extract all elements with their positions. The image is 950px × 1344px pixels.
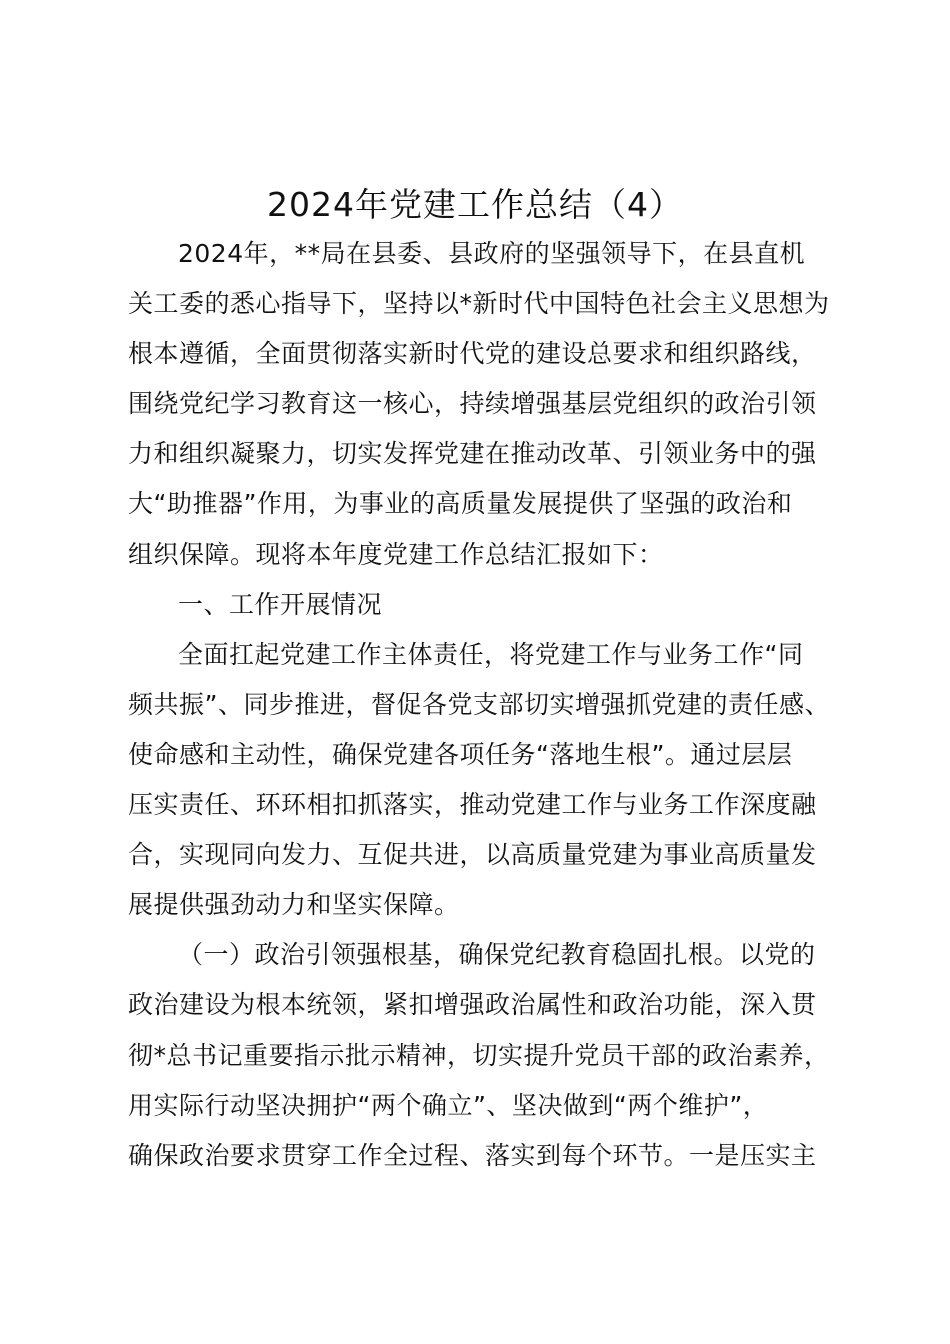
- body-line: 围绕党纪学习教育这一核心，持续增强基层党组织的政治引领: [128, 389, 817, 419]
- document-title: 2024年党建工作总结（4）: [267, 185, 683, 224]
- body-line: 展提供强劲动力和坚实保障。: [128, 890, 460, 920]
- body-line: 大“助推器”作用，为事业的高质量发展提供了坚强的政治和: [128, 489, 793, 519]
- body-line: 压实责任、环环相扣抓落实，推动党建工作与业务工作深度融: [128, 790, 817, 820]
- section-heading: 一、工作开展情况: [178, 589, 383, 619]
- body-line: 组织保障。现将本年度党建工作总结汇报如下：: [128, 539, 664, 569]
- body-line: 全面扛起党建工作主体责任，将党建工作与业务工作“同: [178, 639, 804, 669]
- body-line: 政治建设为根本统领，紧扣增强政治属性和政治功能，深入贯: [128, 990, 817, 1020]
- subsection-line: （一）政治引领强根基，确保党纪教育稳固扎根。以党的: [178, 940, 816, 970]
- body-line: 确保政治要求贯穿工作全过程、落实到每个环节。一是压实主: [128, 1140, 817, 1170]
- body-line: 彻*总书记重要指示批示精神，切实提升党员干部的政治素养，: [128, 1040, 830, 1070]
- body-line: 力和组织凝聚力，切实发挥党建在推动改革、引领业务中的强: [128, 439, 817, 469]
- body-line: 用实际行动坚决拥护“两个确立”、坚决做到“两个维护”，: [128, 1090, 769, 1120]
- body-line: 频共振”、同步推进，督促各党支部切实增强抓党建的责任感、: [128, 689, 830, 719]
- document-body: [128, 229, 840, 1181]
- body-line: 根本遵循，全面贯彻落实新时代党的建设总要求和组织路线，: [128, 339, 817, 369]
- body-line: 合，实现同向发力、互促共进，以高质量党建为事业高质量发: [128, 840, 817, 870]
- body-line: 关工委的悉心指导下，坚持以*新时代中国特色社会主义思想为: [128, 289, 830, 319]
- body-line: 2024年，**局在县委、县政府的坚强领导下，在县直机: [178, 239, 806, 268]
- body-line: 使命感和主动性，确保党建各项任务“落地生根”。通过层层: [128, 739, 793, 769]
